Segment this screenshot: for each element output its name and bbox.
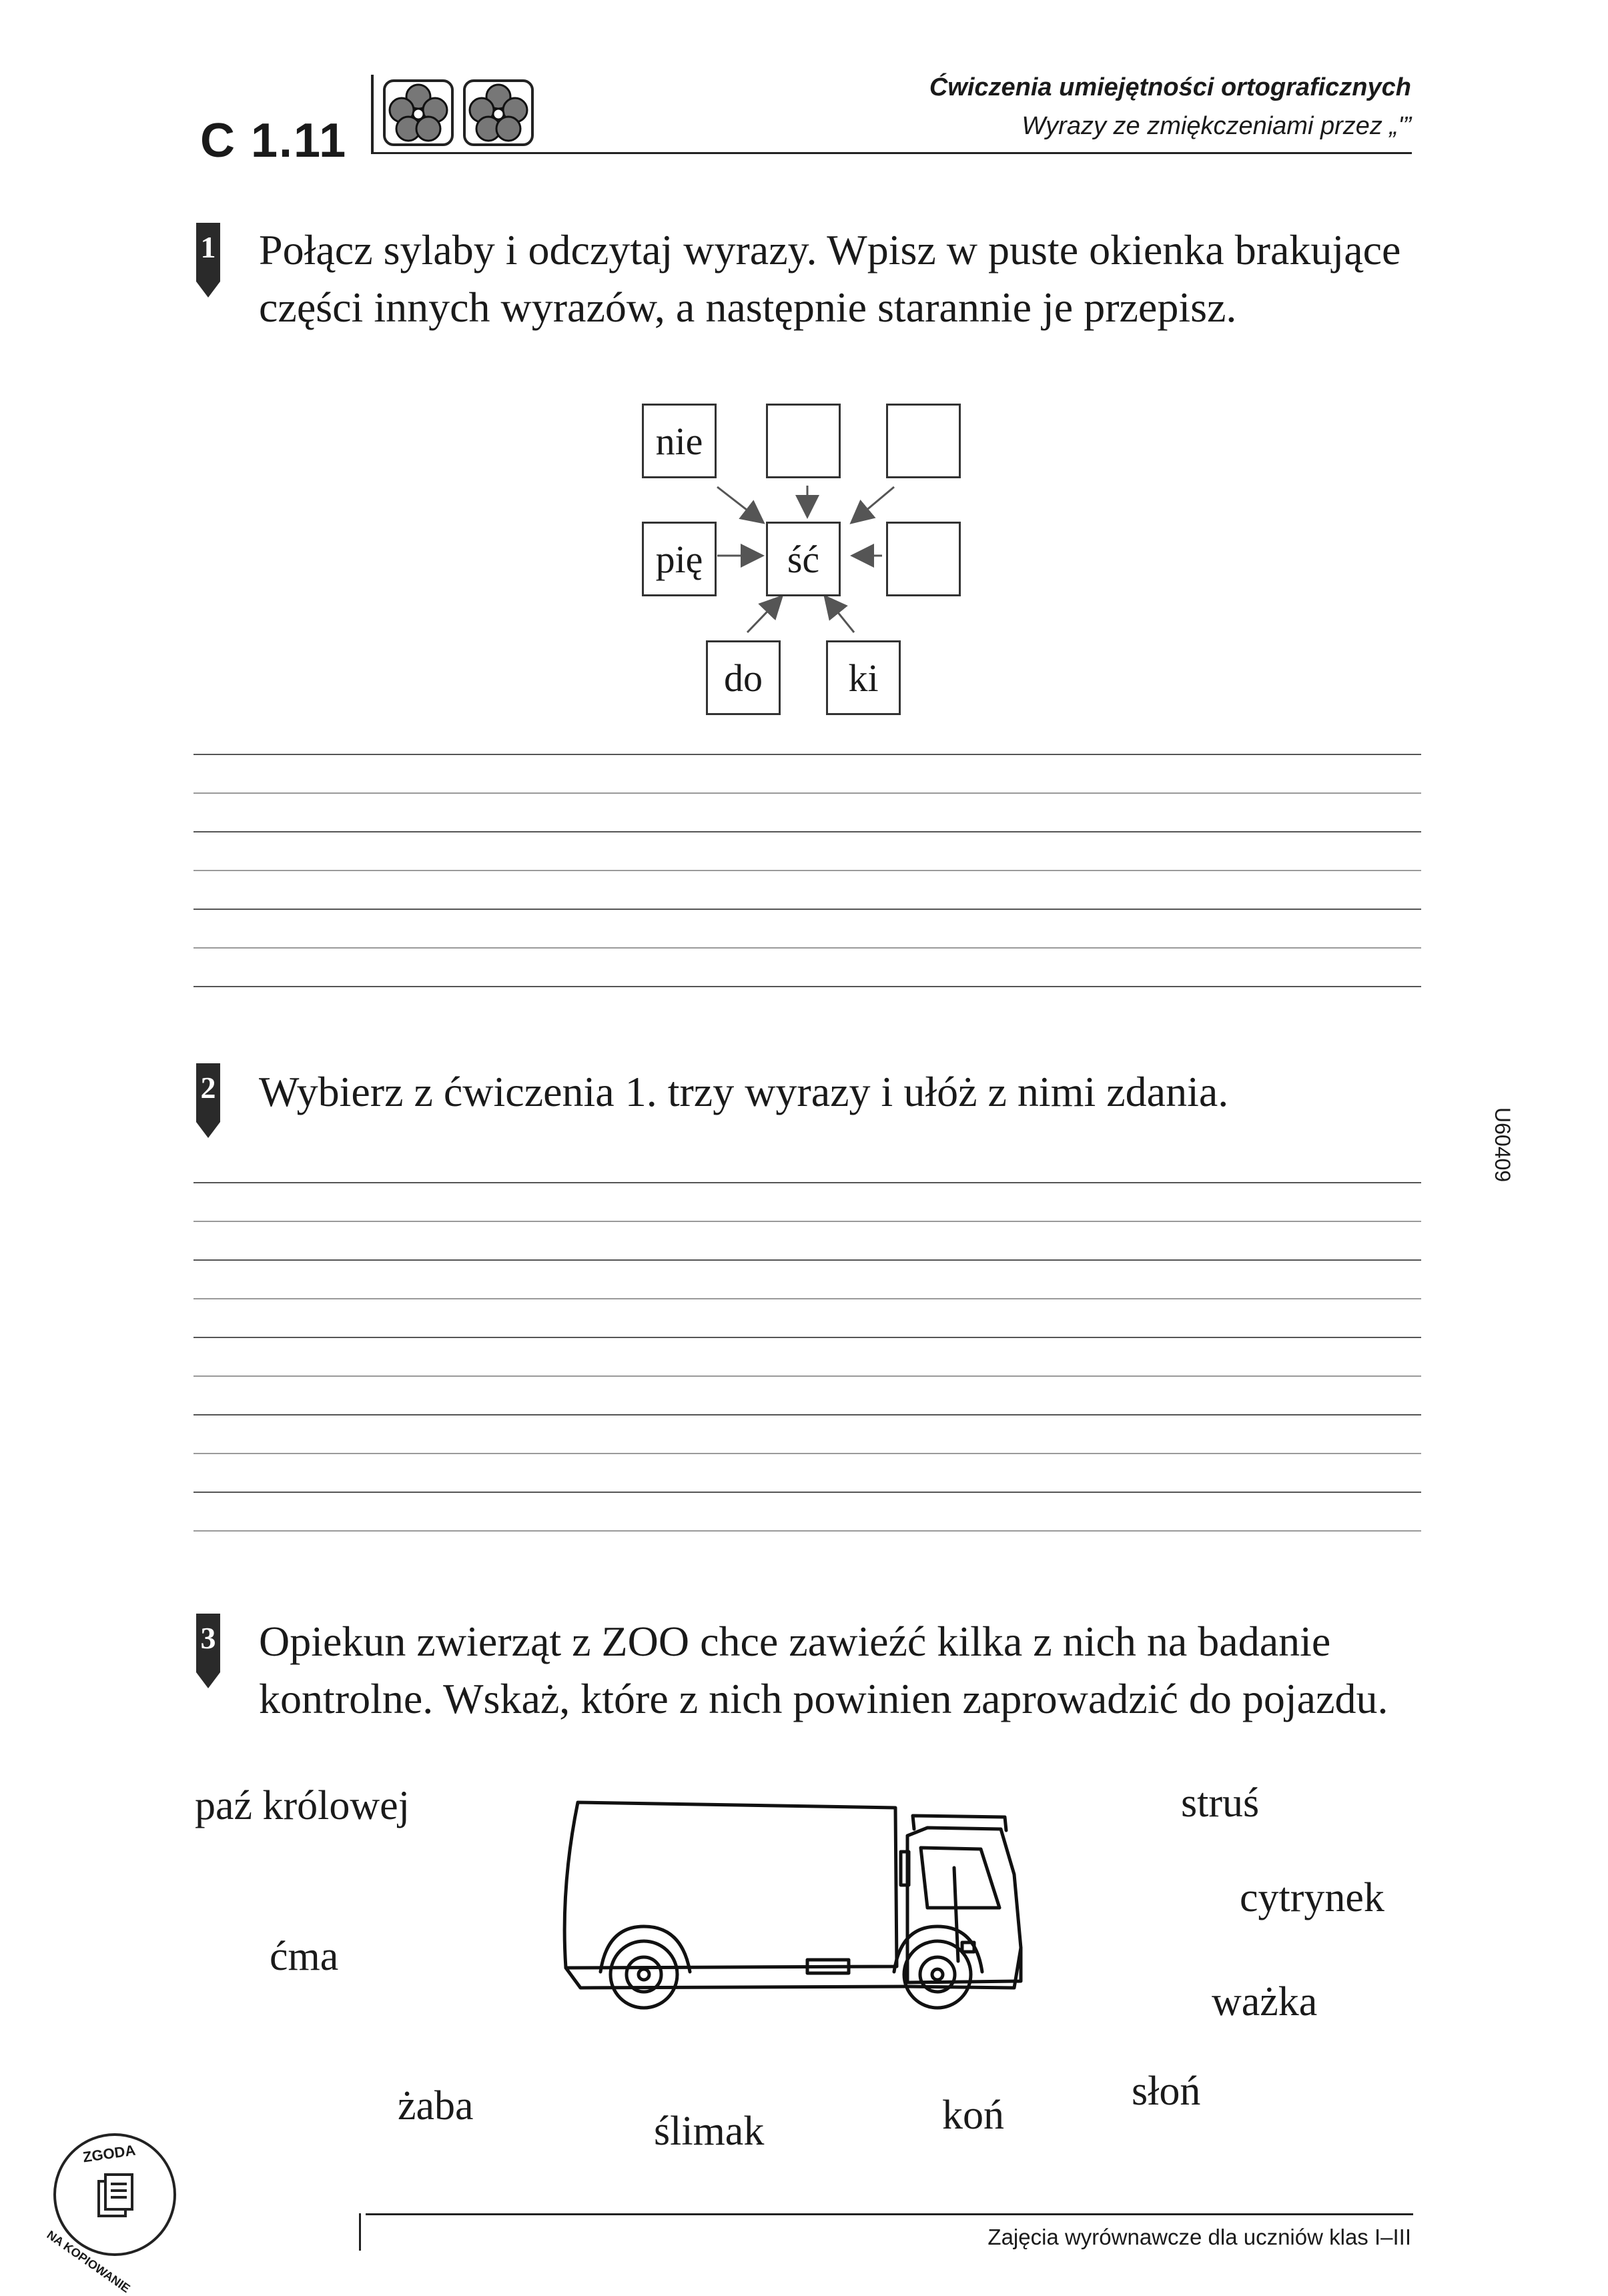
word-slon[interactable]: słoń xyxy=(1132,2069,1201,2114)
exercise-3-instruction-line1: Opiekun zwierząt z ZOO chce zawieźć kilka z nich na badanie xyxy=(259,1618,1331,1665)
word-zaba[interactable]: żaba xyxy=(398,2083,474,2129)
copy-permission-stamp xyxy=(44,2128,181,2295)
footer-divider-vertical xyxy=(359,2213,361,2251)
exercise-number: 3 xyxy=(200,1621,216,1655)
word-strus[interactable]: struś xyxy=(1181,1780,1260,1826)
word-paz-krolowej[interactable]: paź królowej xyxy=(195,1783,410,1828)
syllable-box-ki: ki xyxy=(826,640,901,715)
word-wazka[interactable]: ważka xyxy=(1212,1979,1318,2025)
empty-syllable-box[interactable] xyxy=(766,404,841,478)
exercise-2-instruction: Wybierz z ćwiczenia 1. trzy wyrazy i ułóż z nimi zdania. xyxy=(259,1068,1229,1115)
truck-icon[interactable] xyxy=(554,1788,1048,2015)
header-title: Ćwiczenia umiejętności ortograficznych xyxy=(929,73,1411,101)
word-slimak[interactable]: ślimak xyxy=(654,2109,765,2154)
exercise-3-instruction-line2: kontrolne. Wskaż, które z nich powinien zaprowadzić do pojazdu. xyxy=(259,1675,1388,1722)
writing-line xyxy=(193,792,1421,794)
writing-line xyxy=(193,1453,1421,1454)
writing-line xyxy=(193,1182,1421,1183)
word-cma[interactable]: ćma xyxy=(270,1934,339,1979)
writing-line xyxy=(193,870,1421,871)
syllable-box-do: do xyxy=(706,640,781,715)
stamp-top-text: ZGODA xyxy=(81,2141,137,2166)
writing-line xyxy=(193,986,1421,987)
header-divider-vertical xyxy=(371,75,374,153)
syllable-box-nie: nie xyxy=(642,404,717,478)
writing-line xyxy=(193,1221,1421,1222)
writing-line xyxy=(193,1298,1421,1299)
exercise-2-badge xyxy=(193,1061,223,1141)
exercise-3-badge xyxy=(193,1611,223,1691)
writing-line xyxy=(193,831,1421,832)
writing-line xyxy=(193,1530,1421,1532)
difficulty-flowers-icon xyxy=(382,77,535,149)
worksheet-code: C 1.11 xyxy=(200,114,348,167)
stamp-bottom-text: NA KOPIOWANIE xyxy=(44,2228,133,2295)
header-subtitle: Wyrazy ze zmiękczeniami przez „ʹ” xyxy=(1022,112,1411,140)
writing-line xyxy=(193,947,1421,949)
header-divider xyxy=(371,152,1412,154)
word-cytrynek[interactable]: cytrynek xyxy=(1240,1875,1384,1920)
writing-line xyxy=(193,1337,1421,1338)
center-syllable-box: ść xyxy=(766,522,841,596)
exercise-number: 2 xyxy=(200,1071,216,1105)
syllable-box-pie: pię xyxy=(642,522,717,596)
side-code: U60409 xyxy=(1491,1107,1515,1183)
writing-line xyxy=(193,754,1421,755)
empty-syllable-box[interactable] xyxy=(886,404,961,478)
empty-syllable-box[interactable] xyxy=(886,522,961,596)
footer-text: Zajęcia wyrównawcze dla uczniów klas I–III xyxy=(987,2225,1411,2249)
footer-divider xyxy=(366,2213,1413,2215)
exercise-1-badge xyxy=(193,220,223,300)
writing-line xyxy=(193,909,1421,910)
exercise-number: 1 xyxy=(200,230,216,264)
writing-line xyxy=(193,1492,1421,1493)
exercise-1-instruction-line2: części innych wyrazów, a następnie starannie je przepisz. xyxy=(259,283,1237,331)
writing-line xyxy=(193,1414,1421,1415)
writing-line xyxy=(193,1259,1421,1261)
word-kon[interactable]: koń xyxy=(942,2093,1004,2138)
writing-line xyxy=(193,1375,1421,1377)
exercise-1-instruction-line1: Połącz sylaby i odczytaj wyrazy. Wpisz w puste okienka brakujące xyxy=(259,226,1401,273)
